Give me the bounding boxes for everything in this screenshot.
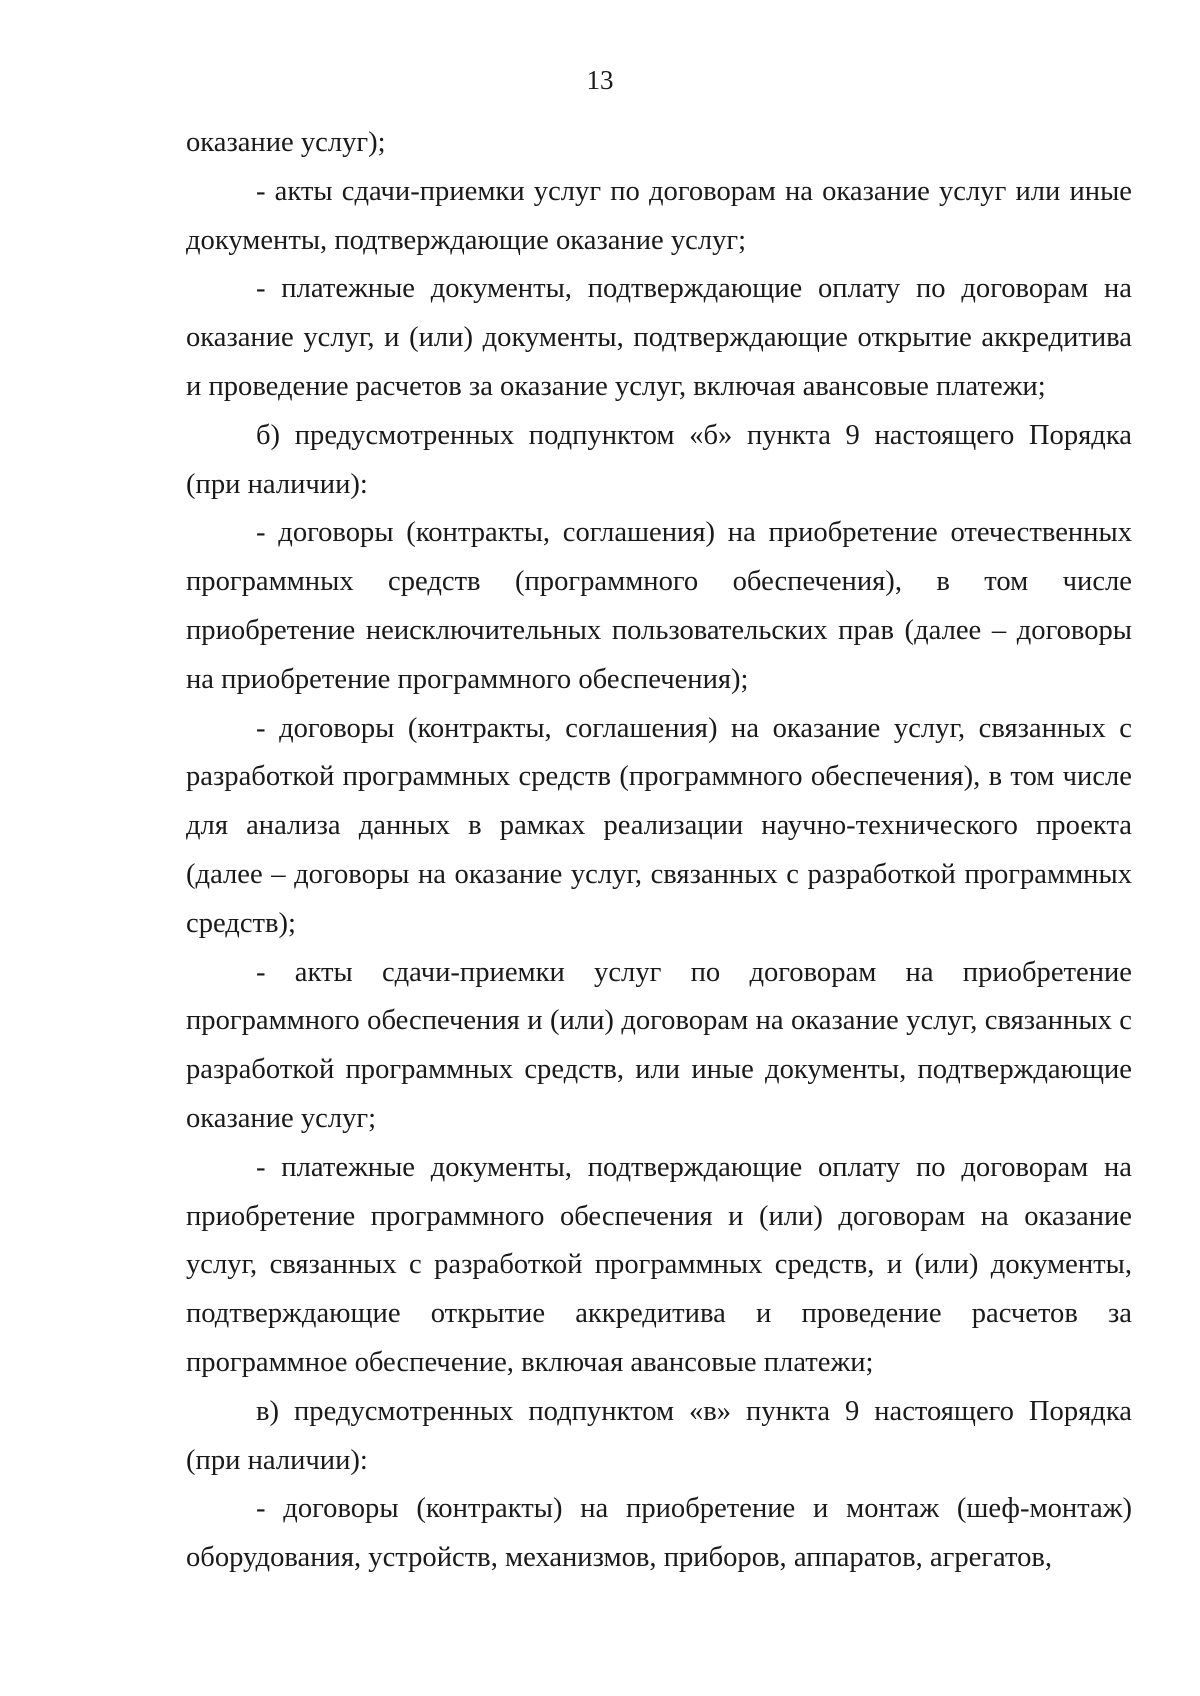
paragraph-4: б) предусмотренных подпунктом «б» пункта 9 настоящего Порядка (при наличии): [186, 419, 1132, 500]
paragraph-2: - акты сдачи-приемки услуг по договорам на оказание услуг или иные документы, подтверждающие оказание услуг; [186, 175, 1132, 256]
paragraph-10: - договоры (контракты) на приобретение и монтаж (шеф-монтаж) оборудования, устройств, механизмов, приборов, аппаратов, агрегатов, [186, 1493, 1132, 1574]
page-number: 13 [586, 65, 614, 95]
paragraph-9: в) предусмотренных подпунктом «в» пункта 9 настоящего Порядка (при наличии): [186, 1395, 1132, 1476]
paragraph-3: - платежные документы, подтверждающие оплату по договорам на оказание услуг, и (или) документы, подтверждающие открытие аккредитива и проведение расчетов за оказание услуг, включая авансовые платежи; [186, 273, 1132, 402]
document-body [186, 119, 1132, 1583]
paragraph-8: - платежные документы, подтверждающие оплату по договорам на приобретение программного обеспечения и (или) договорам на оказание услуг, связанных с разработкой программных средств, и (или) документы, подтверждающие открытие аккредитива и проведение расчетов за программное обеспечение, включая авансовые платежи; [186, 1151, 1132, 1378]
paragraph-1: оказание услуг); [186, 127, 386, 158]
paragraph-6: - договоры (контракты, соглашения) на оказание услуг, связанных с разработкой программных средств (программного обеспечения), в том числе для анализа данных в рамках реализации научно-технического проекта (далее – договоры на оказание услуг, связанных с разработкой программных средств); [186, 712, 1132, 939]
paragraph-5: - договоры (контракты, соглашения) на приобретение отечественных программных средств (программного обеспечения), в том числе приобретение неисключительных пользовательских прав (далее – договоры на приобретение программного обеспечения); [186, 517, 1132, 695]
paragraph-7: - акты сдачи-приемки услуг по договорам на приобретение программного обеспечения и (или) договорам на оказание услуг, связанных с разработкой программных средств, или иные документы, подтверждающие оказание услуг; [186, 956, 1132, 1134]
